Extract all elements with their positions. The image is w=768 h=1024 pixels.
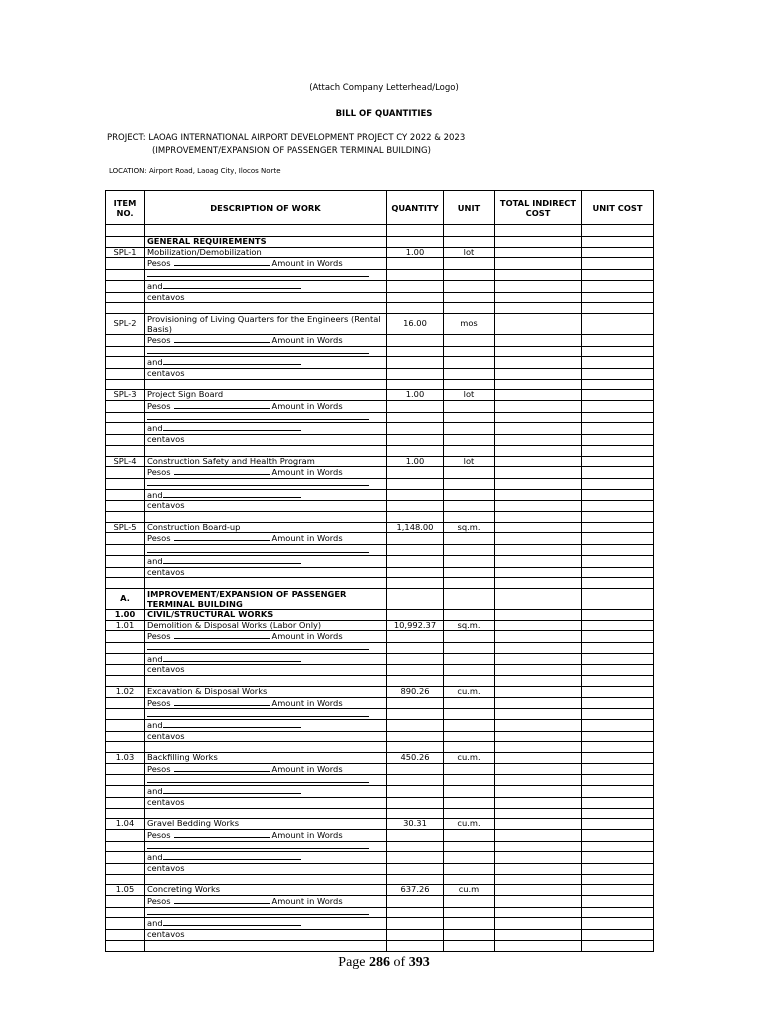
- amount-words-line-cell: [145, 412, 387, 423]
- words-row: [106, 545, 654, 556]
- description-cell: Project Sign Board: [145, 390, 387, 401]
- project-line-1: PROJECT: LAOAG INTERNATIONAL AIRPORT DEVELOPMENT PROJECT CY 2022 & 2023: [107, 133, 466, 143]
- words-row: [106, 731, 654, 742]
- and-cell: [145, 423, 387, 435]
- amount-words-blank-line: [147, 272, 369, 277]
- table-row: [106, 885, 654, 896]
- words-row: [106, 401, 654, 413]
- section-title: IMPROVEMENT/EXPANSION OF PASSENGER TERMINAL BUILDING: [145, 588, 387, 609]
- amount-words-line-cell: [145, 545, 387, 556]
- spacer-row: [106, 445, 654, 456]
- item-no-cell: SPL-4: [106, 456, 145, 467]
- words-row: [106, 489, 654, 501]
- header-total-indirect-cost: TOTAL INDIRECT COST: [495, 191, 582, 225]
- pesos-label: Pesos: [147, 763, 171, 774]
- item-no-cell: 1.03: [106, 753, 145, 764]
- quantity-cell: 1.00: [387, 456, 444, 467]
- spacer-row: [106, 379, 654, 390]
- quantity-cell: 1,148.00: [387, 522, 444, 533]
- section-no-cell: A.: [106, 588, 145, 609]
- words-row: [106, 864, 654, 875]
- unit-cell: lot: [444, 390, 495, 401]
- table-row: [106, 522, 654, 533]
- description-cell: Backfilling Works: [145, 753, 387, 764]
- header-quantity: QUANTITY: [387, 191, 444, 225]
- and-blank-line: [163, 556, 301, 564]
- amount-words-blank-line: [147, 415, 369, 420]
- spacer-row: [106, 676, 654, 687]
- amount-words-blank-line: [147, 778, 369, 783]
- spacer-row: [106, 303, 654, 314]
- unit-cell: sq.m.: [444, 620, 495, 631]
- amount-words-line-cell: [145, 775, 387, 786]
- amount-in-words-label: Amount in Words: [271, 258, 343, 269]
- and-blank-line: [163, 786, 301, 794]
- pesos-cell: [145, 467, 387, 479]
- and-blank-line: [163, 357, 301, 365]
- centavos-label: centavos: [145, 435, 387, 446]
- words-row: [106, 643, 654, 654]
- amount-words-line-cell: [145, 346, 387, 357]
- spacer-row: [106, 742, 654, 753]
- and-cell: [145, 786, 387, 798]
- centavos-label: centavos: [145, 731, 387, 742]
- words-row: [106, 357, 654, 369]
- words-row: [106, 852, 654, 864]
- table-body: [106, 225, 654, 952]
- pesos-label: Pesos: [147, 533, 171, 544]
- and-blank-line: [163, 852, 301, 860]
- description-cell: Mobilization/Demobilization: [145, 247, 387, 258]
- words-row: [106, 346, 654, 357]
- and-label: and: [147, 423, 163, 434]
- pesos-blank-line: [174, 533, 270, 541]
- quantity-cell: 1.00: [387, 247, 444, 258]
- words-row: [106, 631, 654, 643]
- unit-cell: sq.m.: [444, 522, 495, 533]
- document-title: BILL OF QUANTITIES: [335, 109, 433, 119]
- words-row: [106, 930, 654, 941]
- unit-cell: cu.m.: [444, 819, 495, 830]
- description-cell: Construction Board-up: [145, 522, 387, 533]
- amount-words-line-cell: [145, 643, 387, 654]
- table-row: [106, 390, 654, 401]
- words-row: [106, 697, 654, 709]
- pesos-blank-line: [174, 467, 270, 475]
- words-row: [106, 709, 654, 720]
- unit-cell: lot: [444, 247, 495, 258]
- quantity-cell: 1.00: [387, 390, 444, 401]
- pesos-cell: [145, 533, 387, 545]
- pesos-blank-line: [174, 631, 270, 639]
- unit-cell: cu.m.: [444, 753, 495, 764]
- header-description: DESCRIPTION OF WORK: [145, 191, 387, 225]
- words-row: [106, 533, 654, 545]
- pesos-cell: [145, 896, 387, 908]
- and-cell: [145, 280, 387, 292]
- table-row: [106, 819, 654, 830]
- and-blank-line: [163, 654, 301, 662]
- and-cell: [145, 357, 387, 369]
- words-row: [106, 653, 654, 665]
- and-cell: [145, 852, 387, 864]
- spacer-row: [106, 225, 654, 237]
- amount-words-blank-line: [147, 349, 369, 354]
- quantity-cell: 637.26: [387, 885, 444, 896]
- location-line: LOCATION: Airport Road, Laoag City, Ilocos Norte: [109, 167, 281, 175]
- and-cell: [145, 489, 387, 501]
- table-row: [106, 620, 654, 631]
- and-label: and: [147, 918, 163, 929]
- words-row: [106, 829, 654, 841]
- pesos-label: Pesos: [147, 334, 171, 345]
- pesos-blank-line: [174, 335, 270, 343]
- bill-of-quantities-table: [105, 190, 654, 952]
- and-label: and: [147, 852, 163, 863]
- header-item-no: ITEM NO.: [106, 191, 145, 225]
- amount-in-words-label: Amount in Words: [271, 533, 343, 544]
- quantity-cell: 10,992.37: [387, 620, 444, 631]
- description-cell: Gravel Bedding Works: [145, 819, 387, 830]
- item-no-cell: 1.04: [106, 819, 145, 830]
- and-cell: [145, 918, 387, 930]
- header-unit: UNIT: [444, 191, 495, 225]
- item-no-cell: 1.02: [106, 686, 145, 697]
- pesos-label: Pesos: [147, 829, 171, 840]
- amount-in-words-label: Amount in Words: [271, 401, 343, 412]
- words-row: [106, 665, 654, 676]
- amount-in-words-label: Amount in Words: [271, 829, 343, 840]
- words-row: [106, 775, 654, 786]
- words-row: [106, 270, 654, 281]
- words-row: [106, 567, 654, 578]
- table-header-row: [106, 191, 654, 225]
- centavos-label: centavos: [145, 797, 387, 808]
- words-row: [106, 786, 654, 798]
- words-row: [106, 292, 654, 303]
- and-label: and: [147, 653, 163, 664]
- and-label: and: [147, 786, 163, 797]
- words-row: [106, 368, 654, 379]
- and-blank-line: [163, 281, 301, 289]
- words-row: [106, 334, 654, 346]
- amount-words-blank-line: [147, 645, 369, 650]
- pesos-blank-line: [174, 401, 270, 409]
- table-row: [106, 456, 654, 467]
- pesos-blank-line: [174, 896, 270, 904]
- words-row: [106, 501, 654, 512]
- pesos-blank-line: [174, 830, 270, 838]
- words-row: [106, 258, 654, 270]
- page-footer: [0, 955, 768, 971]
- and-blank-line: [163, 423, 301, 431]
- amount-words-blank-line: [147, 844, 369, 849]
- description-cell: Concreting Works: [145, 885, 387, 896]
- spacer-row: [106, 940, 654, 951]
- amount-in-words-label: Amount in Words: [271, 763, 343, 774]
- item-no-cell: SPL-5: [106, 522, 145, 533]
- description-cell: Demolition & Disposal Works (Labor Only): [145, 620, 387, 631]
- letterhead-note: (Attach Company Letterhead/Logo): [309, 83, 459, 93]
- section-no-cell: 1.00: [106, 609, 145, 620]
- words-row: [106, 719, 654, 731]
- centavos-label: centavos: [145, 501, 387, 512]
- spacer-row: [106, 578, 654, 589]
- centavos-label: centavos: [145, 292, 387, 303]
- section-title: CIVIL/STRUCTURAL WORKS: [145, 609, 387, 620]
- description-cell: Provisioning of Living Quarters for the Engineers (Rental Basis): [145, 313, 387, 334]
- table-row: [106, 247, 654, 258]
- pesos-cell: [145, 258, 387, 270]
- unit-cell: cu.m.: [444, 686, 495, 697]
- words-row: [106, 435, 654, 446]
- quantity-cell: 890.26: [387, 686, 444, 697]
- words-row: [106, 918, 654, 930]
- quantity-cell: 16.00: [387, 313, 444, 334]
- pesos-label: Pesos: [147, 631, 171, 642]
- pesos-blank-line: [174, 764, 270, 772]
- item-no-cell: SPL-2: [106, 313, 145, 334]
- item-no-cell: SPL-1: [106, 247, 145, 258]
- item-no-cell: 1.01: [106, 620, 145, 631]
- description-cell: Construction Safety and Health Program: [145, 456, 387, 467]
- unit-cell: lot: [444, 456, 495, 467]
- quantity-cell: 30.31: [387, 819, 444, 830]
- amount-in-words-label: Amount in Words: [271, 631, 343, 642]
- amount-in-words-label: Amount in Words: [271, 334, 343, 345]
- and-cell: [145, 555, 387, 567]
- amount-words-line-cell: [145, 478, 387, 489]
- amount-words-line-cell: [145, 270, 387, 281]
- item-no-cell: 1.05: [106, 885, 145, 896]
- amount-words-line-cell: [145, 907, 387, 918]
- item-no-cell: SPL-3: [106, 390, 145, 401]
- amount-in-words-label: Amount in Words: [271, 697, 343, 708]
- table-row: [106, 753, 654, 764]
- and-label: and: [147, 489, 163, 500]
- pesos-label: Pesos: [147, 258, 171, 269]
- centavos-label: centavos: [145, 930, 387, 941]
- words-row: [106, 555, 654, 567]
- words-row: [106, 797, 654, 808]
- page-label: Page: [338, 955, 366, 970]
- page-of: of: [393, 955, 406, 970]
- words-row: [106, 412, 654, 423]
- section-row: [106, 588, 654, 609]
- amount-words-line-cell: [145, 841, 387, 852]
- pesos-blank-line: [174, 258, 270, 266]
- centavos-label: centavos: [145, 567, 387, 578]
- words-row: [106, 467, 654, 479]
- words-row: [106, 763, 654, 775]
- centavos-label: centavos: [145, 864, 387, 875]
- pesos-blank-line: [174, 698, 270, 706]
- amount-in-words-label: Amount in Words: [271, 896, 343, 907]
- pesos-cell: [145, 763, 387, 775]
- centavos-label: centavos: [145, 665, 387, 676]
- table-row: [106, 686, 654, 697]
- pesos-cell: [145, 631, 387, 643]
- section-row: [106, 609, 654, 620]
- unit-cell: cu.m: [444, 885, 495, 896]
- words-row: [106, 423, 654, 435]
- description-cell: Excavation & Disposal Works: [145, 686, 387, 697]
- words-row: [106, 280, 654, 292]
- amount-words-blank-line: [147, 548, 369, 553]
- words-row: [106, 896, 654, 908]
- pesos-cell: [145, 829, 387, 841]
- pesos-label: Pesos: [147, 467, 171, 478]
- pesos-label: Pesos: [147, 697, 171, 708]
- and-label: and: [147, 357, 163, 368]
- and-label: and: [147, 280, 163, 291]
- project-line-2: (IMPROVEMENT/EXPANSION OF PASSENGER TERMINAL BUILDING): [152, 146, 431, 156]
- section-title: GENERAL REQUIREMENTS: [145, 237, 387, 248]
- centavos-label: centavos: [145, 368, 387, 379]
- pesos-label: Pesos: [147, 401, 171, 412]
- and-blank-line: [163, 918, 301, 926]
- words-row: [106, 907, 654, 918]
- table-row: [106, 313, 654, 334]
- section-row: [106, 237, 654, 248]
- and-label: and: [147, 719, 163, 730]
- unit-cell: mos: [444, 313, 495, 334]
- amount-words-blank-line: [147, 481, 369, 486]
- header-unit-cost: UNIT COST: [582, 191, 654, 225]
- words-row: [106, 478, 654, 489]
- amount-words-blank-line: [147, 910, 369, 915]
- spacer-row: [106, 874, 654, 885]
- and-label: and: [147, 555, 163, 566]
- pesos-cell: [145, 334, 387, 346]
- pesos-cell: [145, 401, 387, 413]
- quantity-cell: 450.26: [387, 753, 444, 764]
- page-total: 393: [408, 955, 430, 970]
- page-current: 286: [369, 955, 391, 970]
- amount-words-blank-line: [147, 712, 369, 717]
- amount-words-line-cell: [145, 709, 387, 720]
- amount-in-words-label: Amount in Words: [271, 467, 343, 478]
- and-cell: [145, 719, 387, 731]
- spacer-row: [106, 512, 654, 523]
- pesos-label: Pesos: [147, 896, 171, 907]
- and-blank-line: [163, 720, 301, 728]
- and-cell: [145, 653, 387, 665]
- pesos-cell: [145, 697, 387, 709]
- spacer-row: [106, 808, 654, 819]
- words-row: [106, 841, 654, 852]
- and-blank-line: [163, 490, 301, 498]
